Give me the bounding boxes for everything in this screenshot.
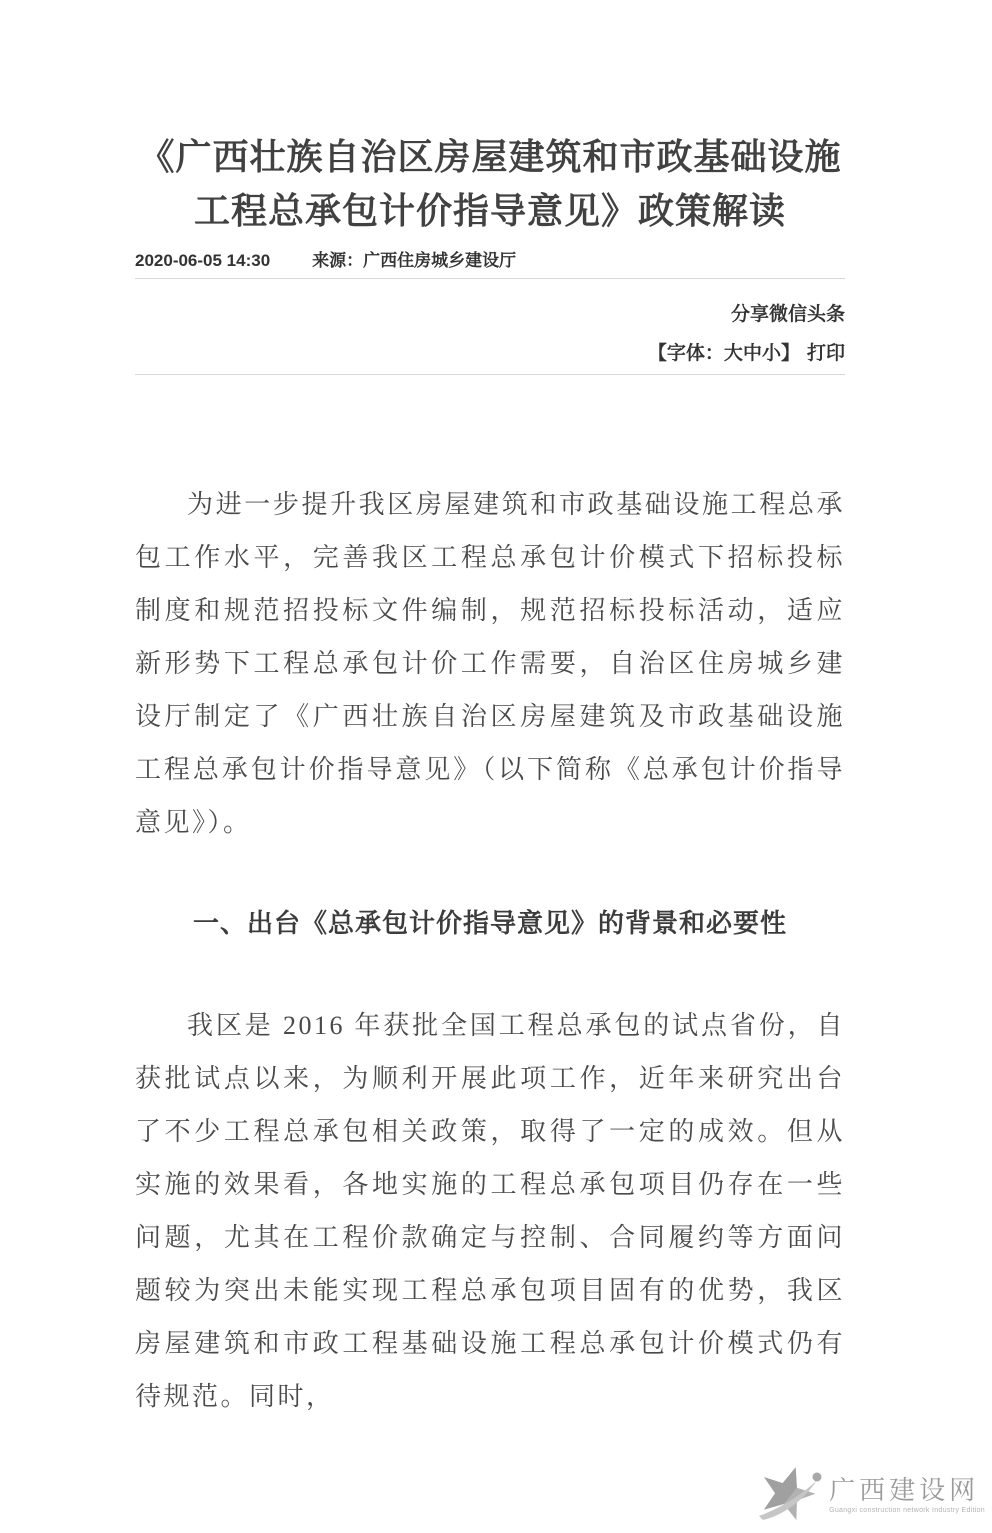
article-body	[135, 478, 845, 1423]
divider-bottom	[135, 374, 845, 375]
divider-top	[135, 278, 845, 279]
share-row	[135, 299, 845, 326]
article-content	[135, 130, 845, 1423]
site-watermark	[753, 1464, 985, 1526]
font-label-prefix: 【字体：	[647, 343, 724, 364]
page-title-line1: 《广西壮族自治区房屋建筑和市政基础设施	[138, 136, 842, 177]
font-size-small-button[interactable]: 小	[761, 343, 781, 364]
page-title-line2: 工程总承包计价指导意见》政策解读	[193, 190, 786, 231]
publish-datetime: 2020-06-05 14:30	[135, 251, 271, 270]
font-label-suffix: 】	[780, 343, 800, 364]
watermark-subtitle: Guangxi construction network Industry Edition	[829, 1506, 985, 1514]
article-page	[0, 130, 992, 1533]
page-title	[135, 130, 845, 238]
watermark-text	[829, 1476, 985, 1515]
font-toolbar	[135, 338, 845, 365]
print-button[interactable]: 打印	[806, 343, 845, 364]
paragraph-background: 我区是 2016 年获批全国工程总承包的试点省份，自获批试点以来，为顺利开展此项工作，近年来研究出台了不少工程总承包相关政策，取得了一定的成效。但从实施的效果看，各地实施的工程总承包项目仍存在一些问题，尤其在工程价款确定与控制、合同履约等方面问题较为突出未能实现工程总承包项目固有的优势，我区房屋建筑和市政工程基础设施工程总承包计价模式仍有待规范。同时，	[135, 1011, 845, 1411]
font-size-large-button[interactable]: 大	[723, 343, 743, 364]
section-heading-1: 一、出台《总承包计价指导意见》的背景和必要性	[192, 908, 787, 938]
meta-row	[135, 246, 845, 271]
font-size-medium-button[interactable]: 中	[742, 343, 762, 364]
paragraph-intro: 为进一步提升我区房屋建筑和市政基础设施工程总承包工作水平，完善我区工程总承包计价模式下招标投标制度和规范招投标文件编制，规范招标投标活动，适应新形势下工程总承包计价工作需要，自治区住房城乡建设厅制定了《广西壮族自治区房屋建筑及市政基础设施工程总承包计价指导意见》（以下简称《总承包计价指导意见》）。	[135, 490, 845, 837]
source-label: 来源：广西住房城乡建设厅	[312, 251, 517, 270]
star-logo-icon	[753, 1464, 825, 1526]
watermark-site-name: 广西建设网	[829, 1475, 980, 1505]
share-wechat-toutiao-link[interactable]: 分享微信头条	[730, 304, 845, 325]
